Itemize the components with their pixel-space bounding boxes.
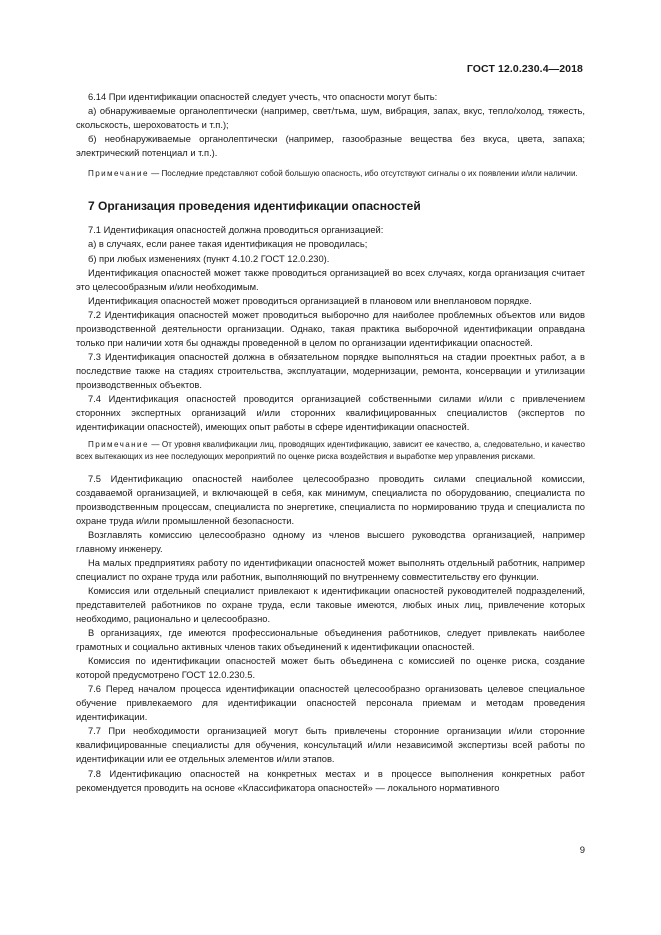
paragraph: б) необнаруживаемые органолептически (например, газообразные вещества без вкуса, цвета, запаха; электрический потенциал и т.п.). bbox=[76, 134, 585, 159]
paragraph: Комиссия по идентификации опасностей может быть объединена с комиссией по оценке риска, создание которой предусмотрено ГОСТ 12.0.230.5. bbox=[76, 656, 585, 681]
paragraph: 7.3 Идентификация опасностей должна в обязательном порядке выполняться на стадии проектных работ, а в последствие также на стадиях строительства, эксплуатации, модернизации, ремонта, консервации и утилизации производственных объектов. bbox=[76, 351, 585, 390]
note-text: — Последние представляют собой большую опасность, ибо отсутствуют сигналы о их появлении и/или наличии. bbox=[148, 169, 578, 179]
paragraph: Идентификация опасностей может также проводиться организацией во всех случаях, когда организация считает это целесообразным и/или необходимым. bbox=[76, 267, 585, 292]
paragraph: 7.2 Идентификация опасностей может проводиться выборочно для наиболее проблемных объектов или видов производственной деятельности организации. Однако, такая практика выборочной идентификации оправдана только при наличии хотя бы однажды проведенной в целом по организации идентификации опасностей. bbox=[76, 309, 585, 348]
note-label: Примечание bbox=[88, 440, 149, 450]
paragraph: б) при любых изменениях (пункт 4.10.2 ГОСТ 12.0.230). bbox=[88, 253, 330, 264]
page-number: 9 bbox=[579, 845, 585, 856]
paragraph: 7.4 Идентификация опасностей проводится организацией собственными силами и/или с привлечением сторонних экспертных организаций и/или сторонних квалифицированных специалистов (экспертов по идентификации опасностей), имеющих опыт работы в сфере идентификации опасностей. bbox=[76, 394, 585, 433]
note bbox=[76, 168, 585, 180]
paragraph: На малых предприятиях работу по идентификации опасностей может выполнять отдельный работник, например специалист по охране труда или работник, выполняющий по внутреннему совместительству его функции. bbox=[76, 557, 585, 582]
paragraph: 7.5 Идентификацию опасностей наиболее целесообразно проводить силами специальной комиссии, создаваемой организацией, и включающей в себя, как минимум, специалиста по оборудованию, специалиста по производственным процессам, специалиста по энергетике, специалиста по нормированию труда и специалиста по охране труда и/или промышленной безопасности. bbox=[76, 473, 585, 526]
paragraph: 7.6 Перед началом процесса идентификации опасностей целесообразно организовать целевое специальное обучение привлекаемого для идентификации опасностей персонала приемам и методам проведения идентификации. bbox=[76, 684, 585, 723]
paragraph: 7.7 При необходимости организацией могут быть привлечены сторонние организации и/или сторонние квалифицированные специалисты для обучения, консультаций и/или независимой экспертизы всей работы по идентификации или ее отдельных элементов и/или этапов. bbox=[76, 726, 585, 765]
page-content bbox=[76, 90, 585, 795]
paragraph: 7.8 Идентификацию опасностей на конкретных местах и в процессе выполнения конкретных работ рекомендуется проводить на основе «Классификатора опасностей» — локального нормативного bbox=[76, 768, 585, 793]
paragraph: а) обнаруживаемые органолептически (например, свет/тьма, шум, вибрация, запах, вкус, тепло/холод, тяжесть, скольскость, шероховатость и т.п.); bbox=[76, 106, 585, 131]
paragraph: В организациях, где имеются профессиональные объединения работников, следует привлекать наиболее грамотных и социально активных членов таких объединений к идентификации опасностей. bbox=[76, 628, 585, 653]
note-label: Примечание bbox=[88, 169, 149, 179]
standard-code-header: ГОСТ 12.0.230.4—2018 bbox=[466, 63, 583, 75]
paragraph: а) в случаях, если ранее такая идентификация не проводилась; bbox=[88, 239, 368, 250]
paragraph: Возглавлять комиссию целесообразно одному из членов высшего руководства организацией, например главному инженеру. bbox=[76, 529, 585, 554]
paragraph: 6.14 При идентификации опасностей следует учесть, что опасности могут быть: bbox=[88, 92, 438, 102]
paragraph: Комиссия или отдельный специалист привлекают к идентификации опасностей руководителей подразделений, представителей работников по охране труда, если таковые имеются, любых иных лиц, привлечение которых необходимо, рационально и целесообразно. bbox=[76, 585, 585, 625]
paragraph: Идентификация опасностей может проводиться организацией в плановом или внеплановом порядке. bbox=[88, 295, 532, 306]
paragraph: 7.1 Идентификация опасностей должна проводиться организацией: bbox=[88, 225, 384, 236]
note bbox=[76, 439, 585, 463]
note-text: — От уровня квалификации лиц, проводящих идентификацию, зависит ее качество, а, следовательно, и качество всех вытекающих из нее последующих мероприятий по оценке риска воздействия и выработке мер управления рисками. bbox=[76, 440, 585, 462]
section-heading: 7 Организация проведения идентификации опасностей bbox=[88, 199, 421, 214]
